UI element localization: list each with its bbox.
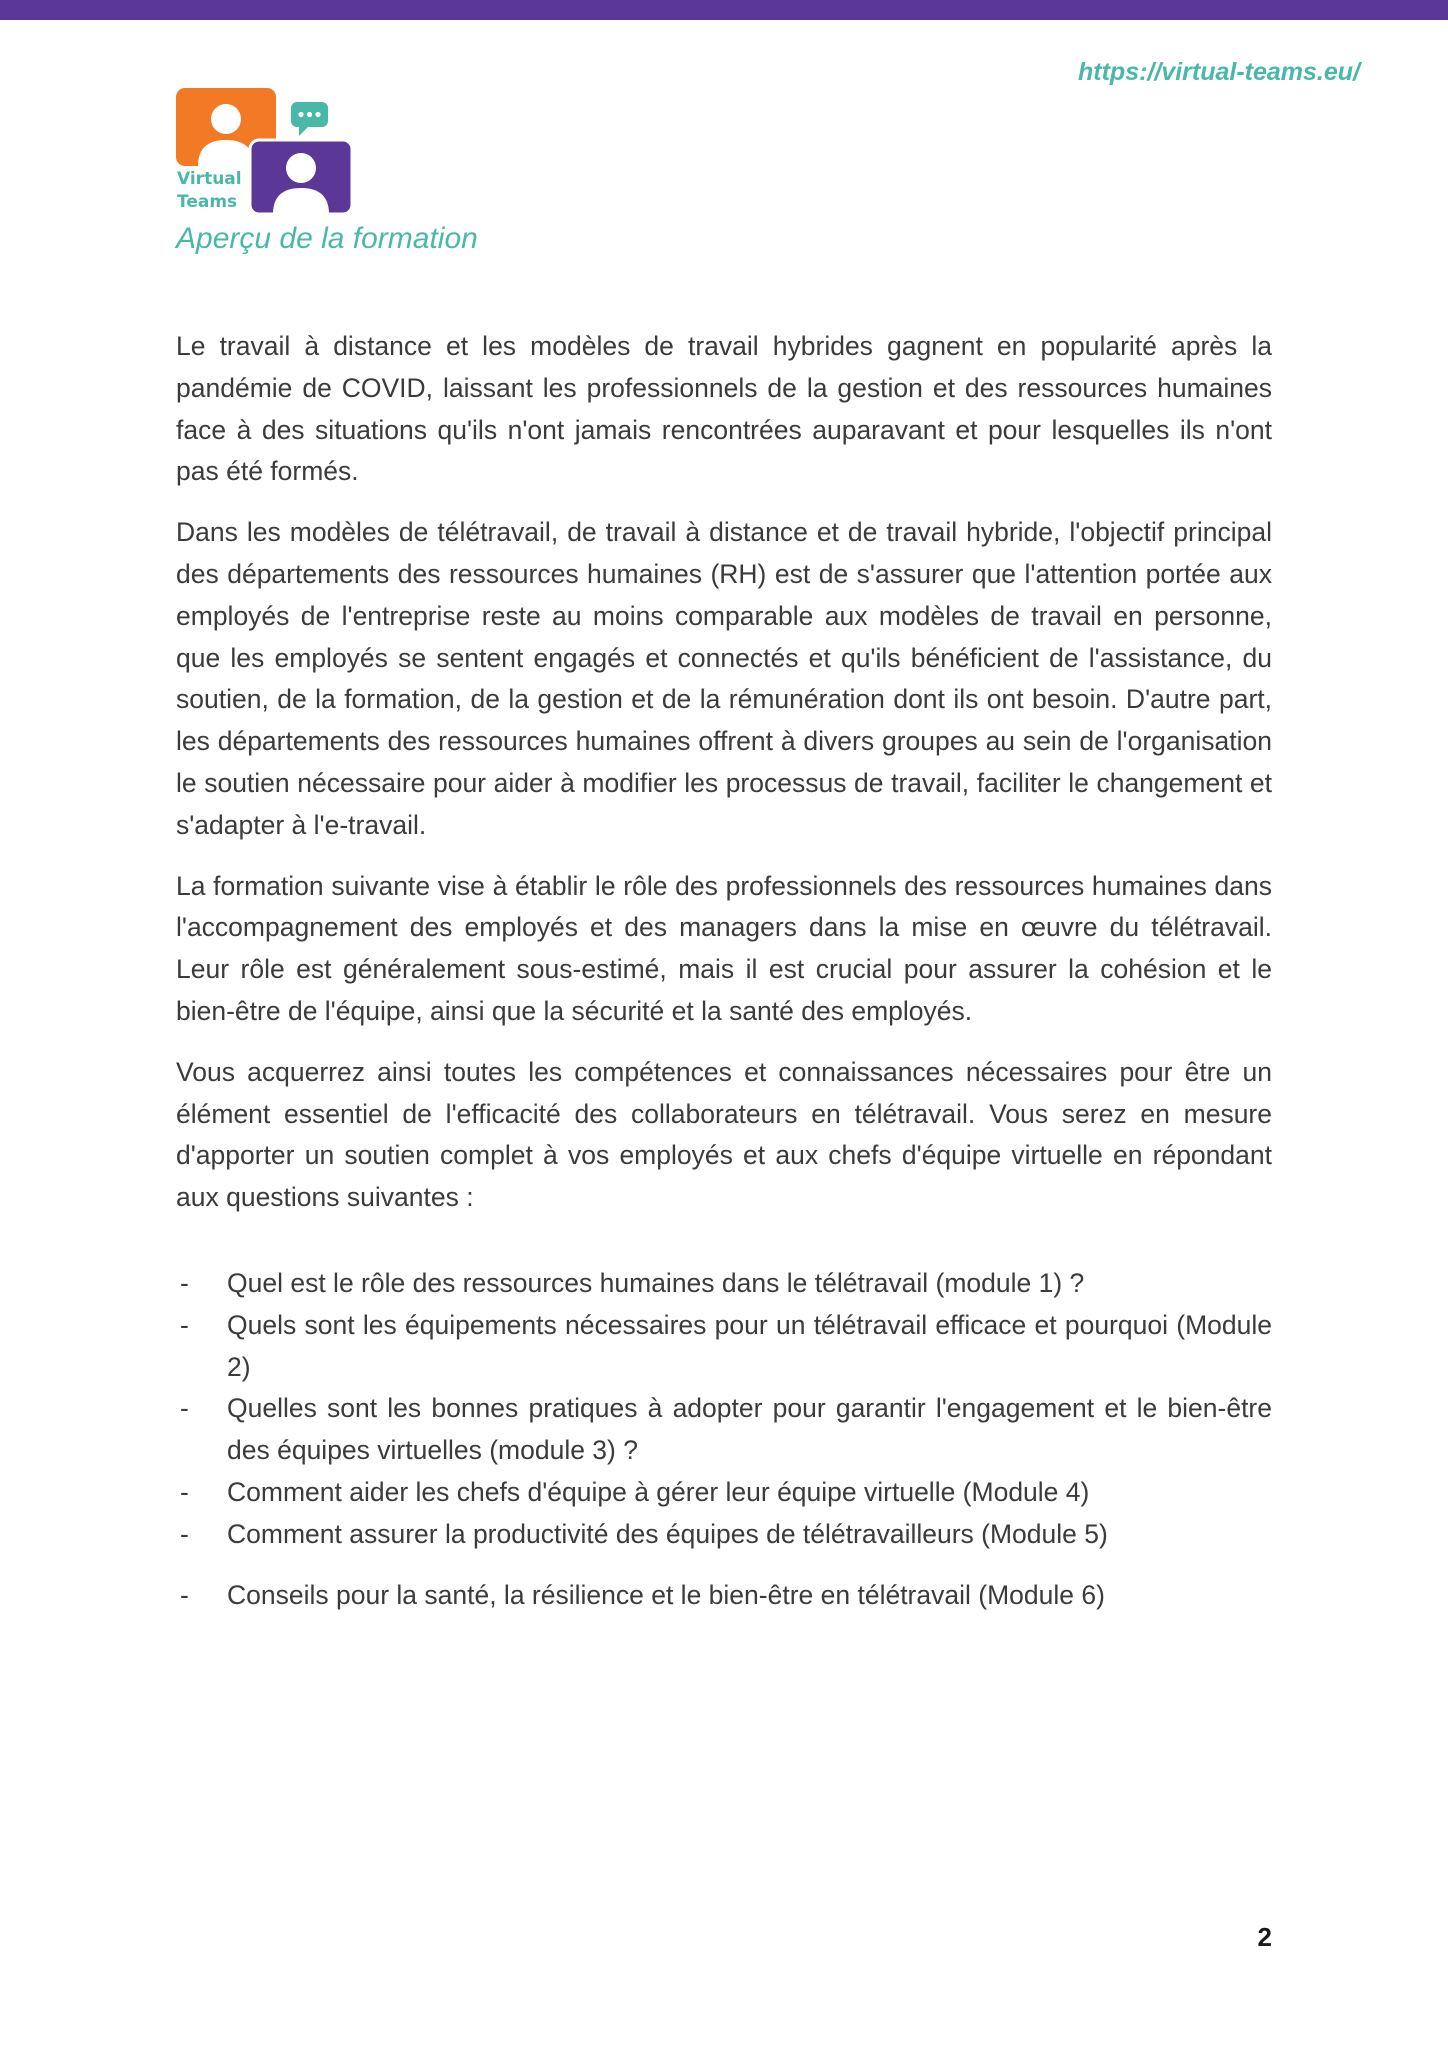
logo-text-line2: Teams bbox=[177, 192, 238, 212]
paragraph-intro: Le travail à distance et les modèles de travail hybrides gagnent en popularité après la pandémie de COVID, laissant les professionnels de la gestion et des ressources humaines face à des situations qu'ils n'ont jamais rencontrées auparavant et pour lesquelles ils n'ont pas été formés. bbox=[176, 331, 1272, 487]
page-title: Aperçu de la formation bbox=[176, 222, 478, 255]
list-item bbox=[176, 1263, 1272, 1305]
paragraph-skills: Vous acquerrez ainsi toutes les compétences et connaissances nécessaires pour être un élément essentiel de l'efficacité des collaborateurs en télétravail. Vous serez en mesure d'apporter un soutien complet à vos employés et aux chefs d'équipe virtuelle en répondant aux questions suivantes : bbox=[176, 1056, 1272, 1213]
list-item bbox=[176, 1514, 1272, 1556]
list-item bbox=[176, 1305, 1272, 1389]
module-question-list bbox=[176, 1263, 1272, 1616]
bullet-dash: - bbox=[180, 1309, 189, 1340]
bullet-dash: - bbox=[180, 1393, 189, 1424]
list-item-text: Quels sont les équipements nécessaires pour un télétravail efficace et pourquoi (Module 2) bbox=[227, 1309, 1272, 1382]
bullet-dash: - bbox=[180, 1476, 189, 1507]
paragraph-hr-objective: Dans les modèles de télétravail, de travail à distance et de travail hybride, l'objectif principal des départements des ressources humaines (RH) est de s'assurer que l'attention portée aux employés de l'entreprise reste au moins comparable aux modèles de travail en personne, que les employés se sentent engagés et connectés et qu'ils bénéficient de l'assistance, du soutien, de la formation, de la gestion et de la rémunération dont ils ont besoin. D'autre part, les départements des ressources humaines offrent à divers groupes au sein de l'organisation le soutien nécessaire pour aider à modifier les processus de travail, faciliter le changement et s'adapter à l'e-travail. bbox=[176, 517, 1272, 840]
page-number: 2 bbox=[1257, 1922, 1272, 1952]
list-item-text: Quelles sont les bonnes pratiques à adopter pour garantir l'engagement et le bien-être des équipes virtuelles (module 3) ? bbox=[227, 1393, 1272, 1466]
top-color-bar bbox=[0, 0, 1448, 20]
list-item-text: Quel est le rôle des ressources humaines dans le télétravail (module 1) ? bbox=[227, 1267, 1085, 1298]
paragraph-training-goal: La formation suivante vise à établir le rôle des professionnels des ressources humaines dans l'accompagnement des employés et des managers dans la mise en œuvre du télétravail. Leur rôle est généralement sous-estimé, mais il est crucial pour assurer la cohésion et le bien-être de l'équipe, ainsi que la sécurité et la santé des employés. bbox=[176, 870, 1272, 1026]
list-item-text: Comment aider les chefs d'équipe à gérer leur équipe virtuelle (Module 4) bbox=[227, 1476, 1090, 1507]
site-url-link[interactable]: https://virtual-teams.eu/ bbox=[1078, 58, 1360, 86]
main-content bbox=[176, 326, 1272, 1616]
bullet-dash: - bbox=[180, 1579, 189, 1610]
list-item-text: Conseils pour la santé, la résilience et le bien-être en télétravail (Module 6) bbox=[227, 1579, 1105, 1610]
list-item bbox=[176, 1472, 1272, 1514]
virtual-teams-logo bbox=[176, 88, 352, 214]
list-item bbox=[176, 1575, 1272, 1617]
list-item bbox=[176, 1388, 1272, 1472]
list-item-text: Comment assurer la productivité des équipes de télétravailleurs (Module 5) bbox=[227, 1518, 1108, 1549]
bullet-dash: - bbox=[180, 1267, 189, 1298]
bullet-dash: - bbox=[180, 1518, 189, 1549]
logo-text-line1: Virtual bbox=[177, 169, 242, 189]
